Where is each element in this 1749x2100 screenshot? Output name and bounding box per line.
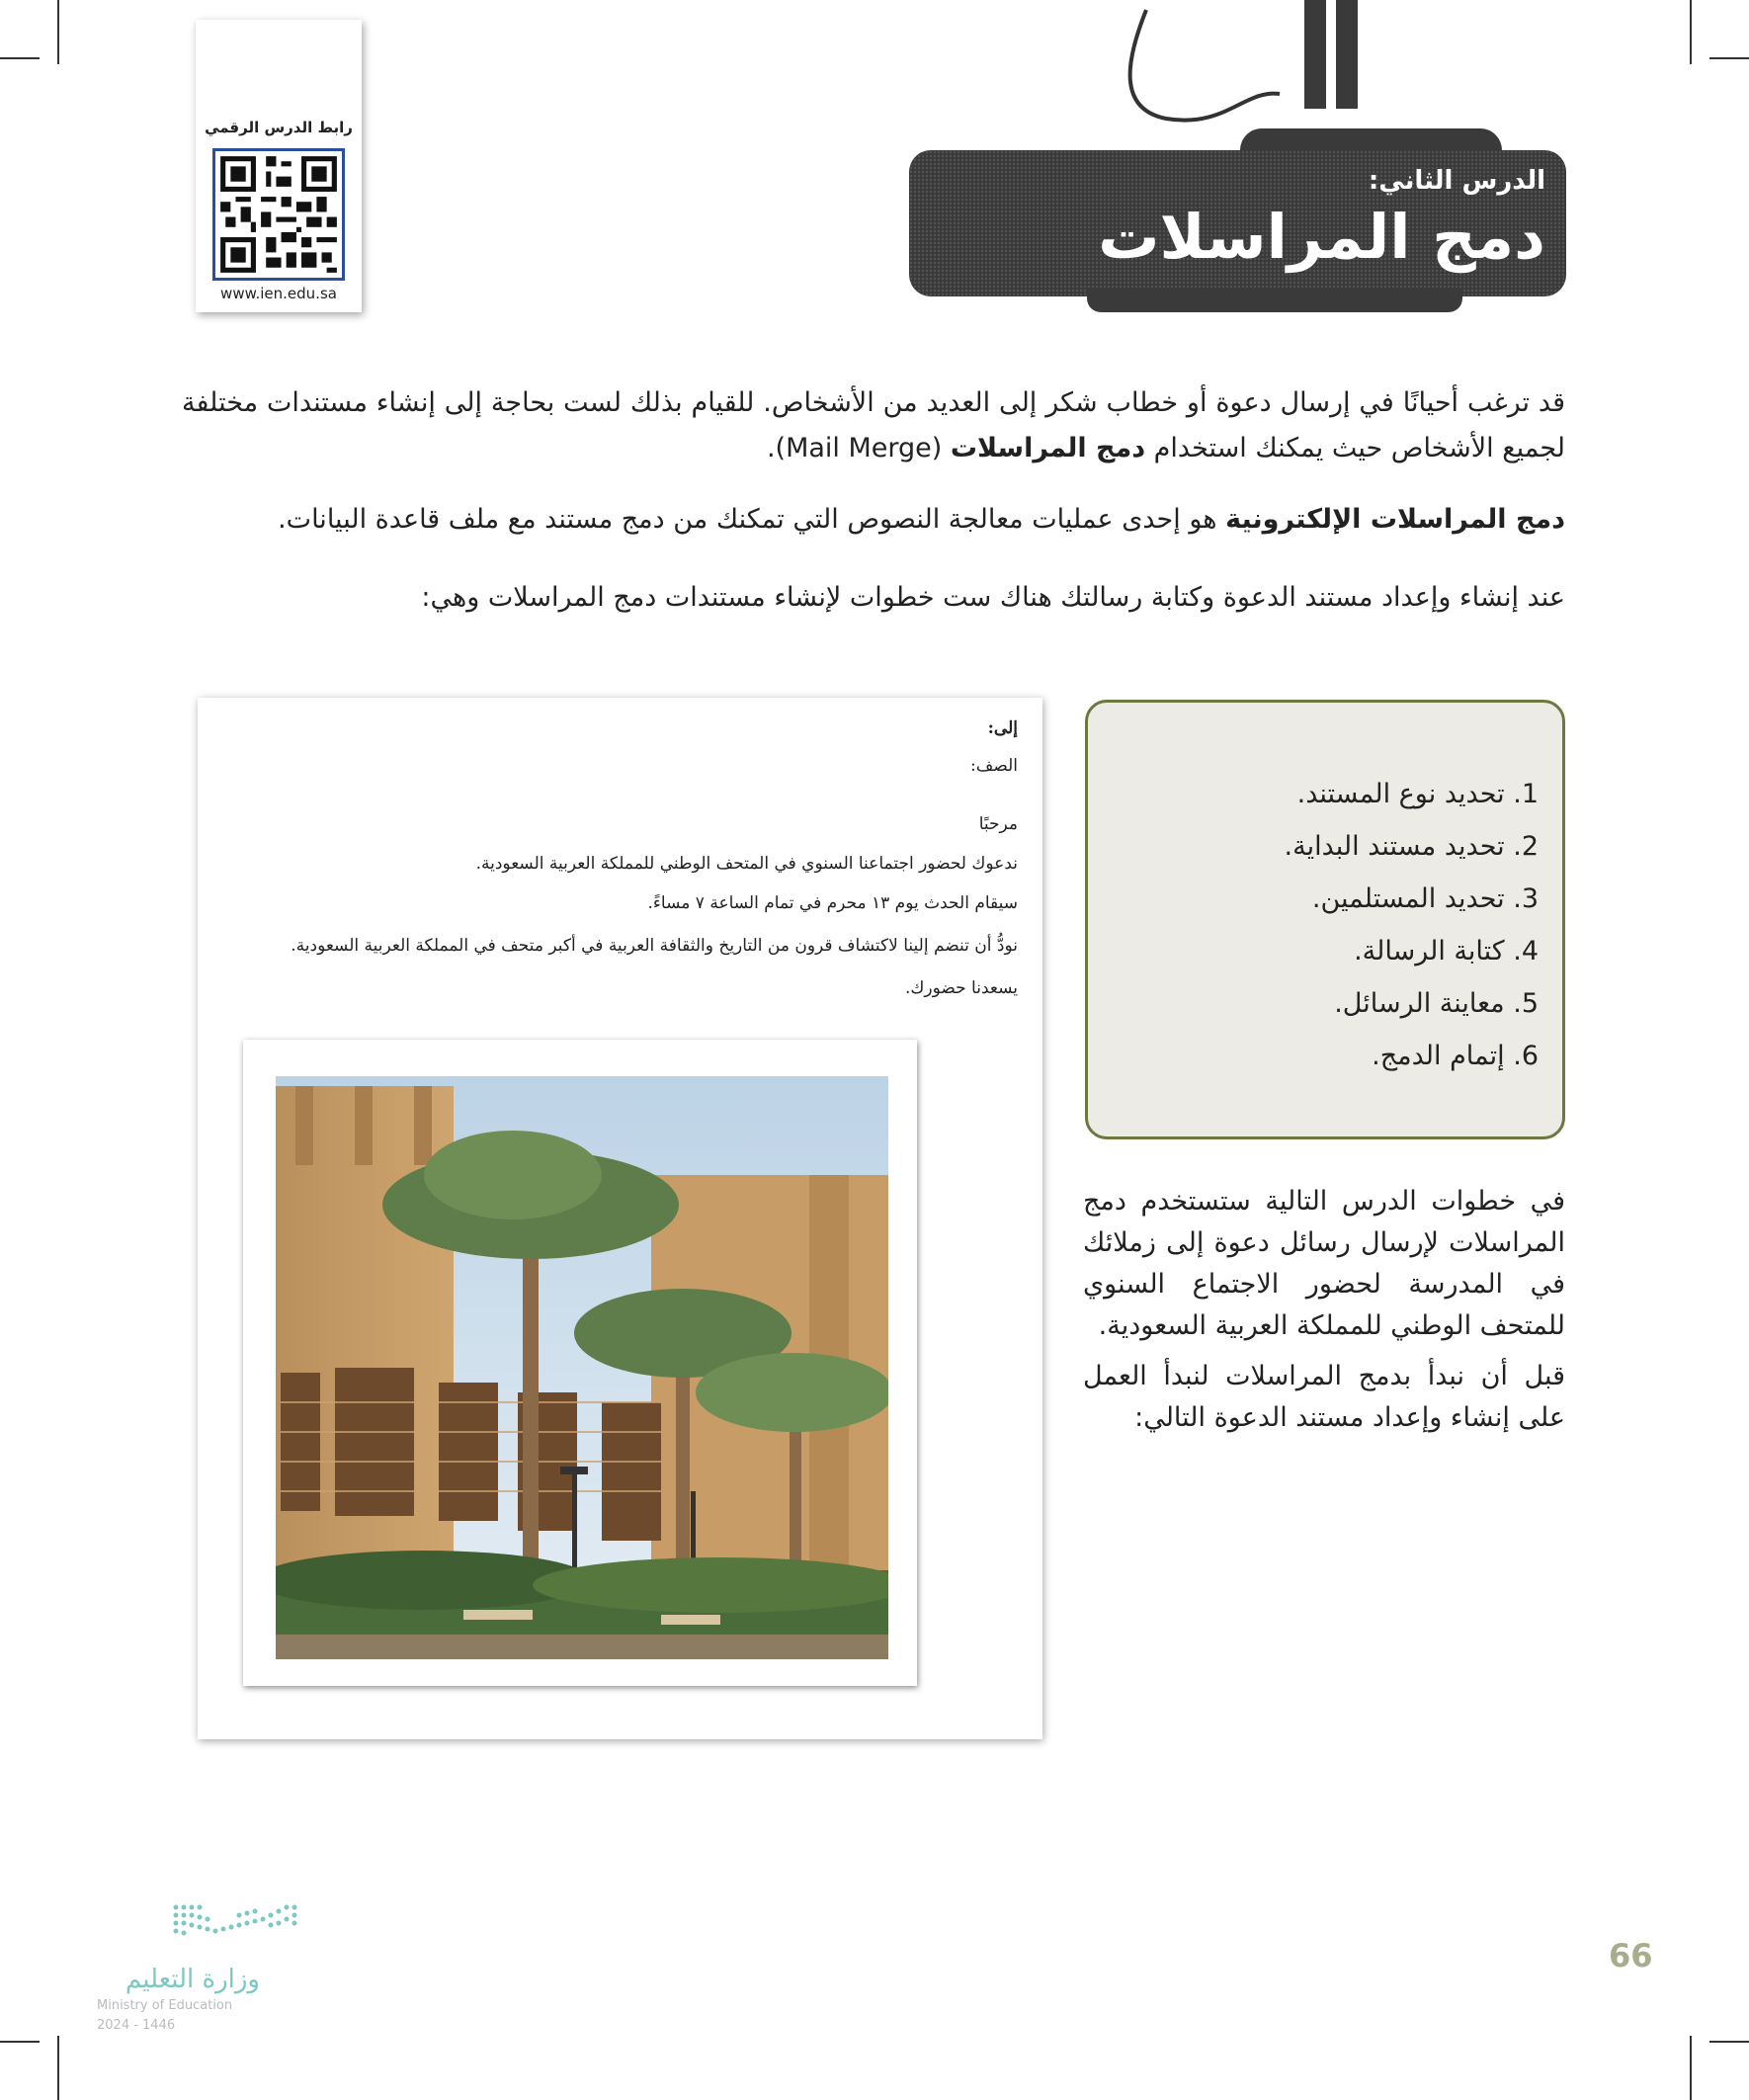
steps-list [1285, 768, 1539, 1082]
intro-p2-bold: دمج المراسلات الإلكترونية [1225, 504, 1565, 535]
crop-mark [57, 2036, 59, 2100]
ministry-name-ar: وزارة التعليم [125, 1965, 260, 1994]
crop-mark [1709, 57, 1749, 59]
crop-mark [57, 0, 59, 64]
ministry-year: 2024 - 1446 [97, 2018, 176, 2033]
qr-url[interactable]: www.ien.edu.sa [220, 285, 337, 302]
step-item: 2. تحديد مستند البداية. [1284, 831, 1539, 862]
letter-line: يسعدنا حضورك. [905, 978, 1018, 998]
side-paragraph-1: في خطوات الدرس التالية ستستخدم دمج المراسلات لإرسال رسائل دعوة إلى زملائك في المدرسة لحضور الاجتماع السنوي للمتحف الوطني للمملكة العربية السعودية. [1083, 1186, 1565, 1341]
letter-greeting: مرحبًا [978, 814, 1018, 834]
intro-p1-end: (Mail Merge). [766, 433, 951, 463]
qr-code-icon[interactable] [212, 148, 345, 281]
intro-p1-bold: دمج المراسلات [950, 433, 1146, 463]
letter-to: إلى: [987, 718, 1018, 738]
letter-line: نودُّ أن تنضم إلينا لاكتشاف قرون من التاريخ والثقافة العربية في أكبر متحف في المملكة العربية السعودية. [291, 936, 1018, 956]
side-paragraph-2: قبل أن نبدأ بدمج المراسلات لنبدأ العمل على إنشاء وإعداد مستند الدعوة التالي: [1083, 1361, 1565, 1433]
ministry-dots-icon [97, 1895, 324, 1955]
museum-photo [276, 1076, 888, 1659]
crop-mark [1690, 0, 1692, 64]
qr-label: رابط الدرس الرقمي [205, 119, 353, 136]
invitation-letter-image [198, 698, 1042, 1739]
page-number: 66 [1609, 1937, 1653, 1974]
letter-text [291, 710, 1018, 1008]
crop-mark [0, 2041, 40, 2043]
banner-bottom [1087, 289, 1462, 312]
intro-p2-text: هو إحدى عمليات معالجة النصوص التي تمكنك من دمج مستند مع ملف قاعدة البيانات. [278, 504, 1226, 535]
crop-mark [1709, 2041, 1749, 2043]
letter-line: ندعوك لحضور اجتماعنا السنوي في المتحف الوطني للمملكة العربية السعودية. [475, 854, 1018, 874]
ministry-name-en: Ministry of Education [97, 1998, 233, 2013]
intro-paragraph-1 [182, 380, 1565, 471]
intro-p1-text: قد ترغب أحيانًا في إرسال دعوة أو خطاب شكر إلى العديد من الأشخاص. للقيام بذلك لست بحاجة إلى إنشاء مستندات مختلفة لجميع الأشخاص حيث يمكنك استخدام [182, 387, 1565, 463]
letter-class: الصف: [970, 756, 1018, 776]
crop-mark [0, 57, 40, 59]
intro-paragraph-2 [182, 497, 1565, 543]
page-title: دمج المراسلات [1098, 201, 1545, 273]
step-item: 6. إتمام الدمج. [1372, 1041, 1539, 1071]
intro-paragraph-3: عند إنشاء وإعداد مستند الدعوة وكتابة رسالتك هناك ست خطوات لإنشاء مستندات دمج المراسلات وهي: [421, 582, 1565, 613]
museum-photo-frame [243, 1040, 917, 1686]
lesson-label: الدرس الثاني: [1368, 166, 1545, 196]
steps-box [1085, 700, 1565, 1139]
step-item: 4. كتابة الرسالة. [1354, 936, 1539, 966]
ministry-logo [97, 1895, 324, 2034]
step-item: 5. معاينة الرسائل. [1334, 988, 1539, 1019]
step-item: 3. تحديد المستلمين. [1311, 883, 1539, 914]
qr-card[interactable] [196, 20, 362, 312]
crop-mark [1690, 2036, 1692, 2100]
step-item: 1. تحديد نوع المستند. [1296, 779, 1539, 809]
letter-line: سيقام الحدث يوم ١٣ محرم في تمام الساعة ٧ مساءً. [647, 893, 1018, 913]
